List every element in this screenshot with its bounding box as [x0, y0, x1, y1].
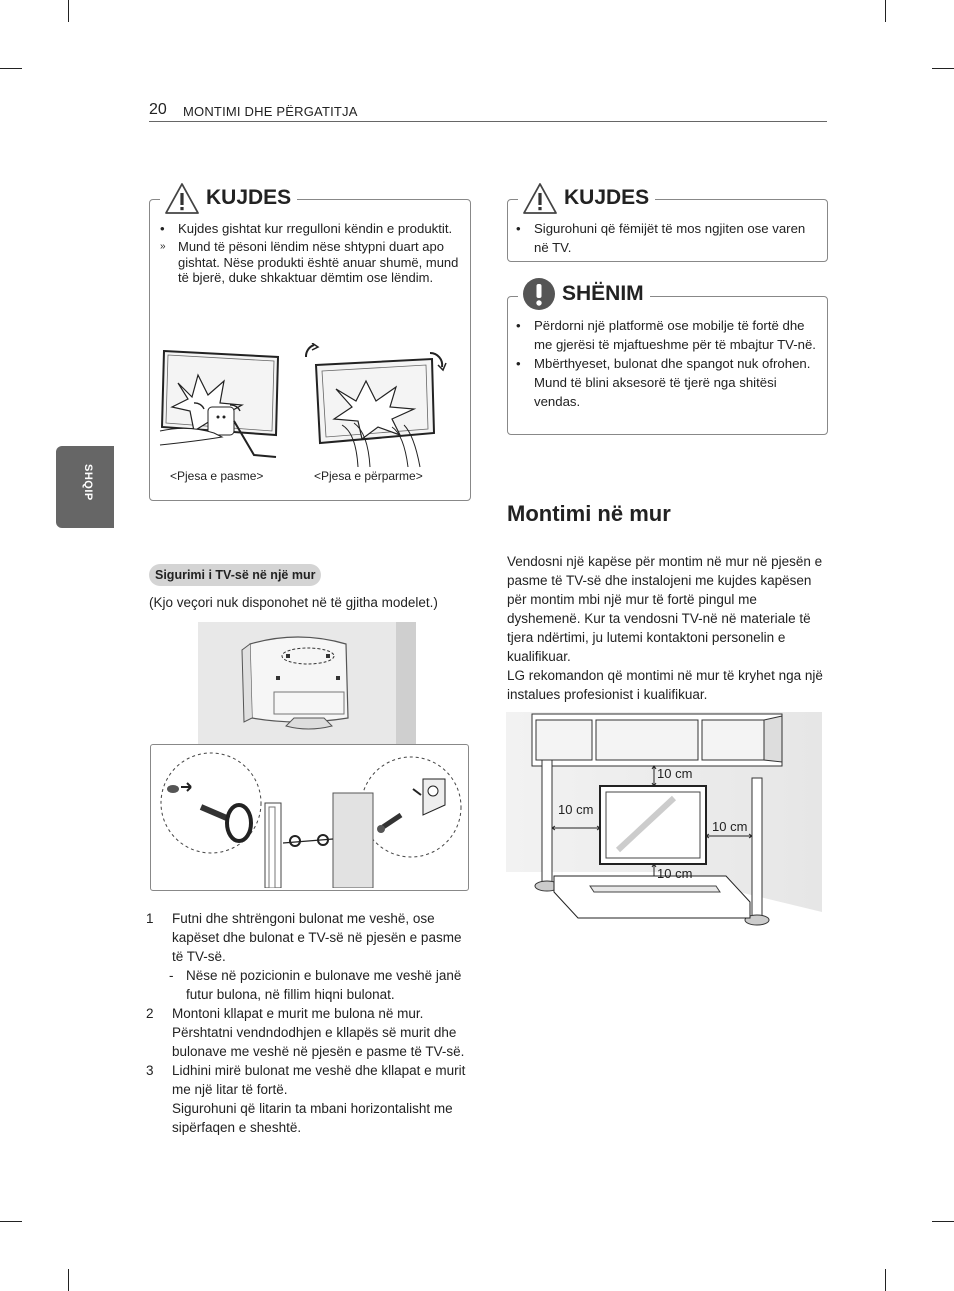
tv-front-tilt-illustration — [296, 343, 454, 468]
page-number: 20 — [149, 101, 167, 118]
bracket-detail-illustration — [151, 745, 466, 888]
exclamation-circle-icon — [522, 277, 556, 311]
note-list — [512, 316, 822, 411]
section-heading: Montimi në mur — [507, 501, 671, 526]
caution-title-text: KUJDES — [564, 186, 650, 209]
dimension-label-bottom: 10 cm — [657, 866, 693, 881]
dimension-label-top: 10 cm — [657, 766, 693, 781]
caution-title-right — [518, 176, 655, 220]
section-pill-securing: Sigurimi i TV-së në një mur — [149, 564, 321, 586]
caution-title-text: KUJDES — [206, 186, 292, 209]
list-item: • Kujdes gishtat kur rregulloni këndin e produktit. — [160, 221, 453, 236]
warning-triangle-icon — [164, 182, 200, 215]
caution-title-left — [160, 176, 297, 220]
note-title-text: SHËNIM — [562, 282, 644, 305]
crop-mark — [0, 1221, 22, 1222]
step-item: 3 Lidhini mirë bulonat me veshë dhe kllapat e murit me një litar të fortë. Sigurohuni që litarin ta mbani horizontalisht me sipërfaqen e sheshtë. — [146, 1063, 466, 1135]
caption-front: <Pjesa e përparme> — [314, 469, 423, 483]
caution-list-right — [512, 219, 822, 257]
list-item: • Sigurohuni që fëmijët të mos ngjiten ose varen në TV. — [516, 221, 806, 255]
warning-triangle-icon — [522, 182, 558, 215]
steps-list — [144, 909, 474, 1137]
caption-back: <Pjesa e pasme> — [170, 469, 264, 483]
caution-list-left — [156, 219, 471, 286]
crop-mark — [932, 68, 954, 69]
crop-mark — [0, 68, 22, 69]
dimension-label-left: 10 cm — [558, 802, 594, 817]
list-item: • Mbërthyeset, bulonat dhe spangot nuk ofrohen. Mund të blini aksesorë të tjerë nga shitësi vendas. — [516, 356, 811, 409]
tv-back-tilt-illustration — [158, 345, 283, 467]
wall-mount-clearance-illustration — [506, 712, 822, 928]
wall-mount-paragraph: Vendosni një kapëse për montim në mur në pjesën e pasme të TV-së dhe instalojeni me kujdes kapësen për montim mbi një mur të fortë pingul me dyshemenë. Kur ta vendosni TV-në në materiale të tjera ndërtimi, ju lutemi kontaktoni personelin e kualifikuar. LG rekomandon që montimi në mur të kryhet nga një instalues profesionist i kualifikuar. — [507, 554, 823, 702]
note-title — [518, 272, 650, 316]
crop-mark — [885, 1269, 886, 1291]
crop-mark — [885, 0, 886, 22]
page-header-title: MONTIMI DHE PËRGATITJA — [183, 104, 358, 119]
dimension-label-right: 10 cm — [712, 819, 748, 834]
header-rule — [149, 121, 827, 122]
step-item: 1 Futni dhe shtrëngoni bulonat me veshë, ose kapëset dhe bulonat e TV-së në pjesën e pasme të TV-së. — [146, 911, 462, 964]
tv-against-wall-illustration — [198, 622, 416, 744]
step-subitem: - Nëse në pozicionin e bulonave me veshë janë futur bulona, në fillim hiqni bulonat. — [169, 968, 462, 1002]
crop-mark — [68, 1269, 69, 1291]
language-label: SHQIP — [82, 464, 94, 501]
list-item: » Mund të pësoni lëndim nëse shtypni duart apo gishtat. Nëse produkti është anuar shumë, mund të bjerë, duke shkaktuar dëmtim ose lëndim. — [160, 239, 459, 285]
language-side-tab — [56, 446, 114, 528]
crop-mark — [68, 0, 69, 22]
list-item: • Përdorni një platformë ose mobilje të fortë dhe me gjerësi të mjaftueshme për të mbajtur TV-në. — [516, 318, 816, 352]
step-item: 2 Montoni kllapat e murit me bulona në mur. Përshtatni vendndodhjen e kllapës së murit dhe bulonave me veshë në pjesën e pasme të TV-së. — [146, 1006, 465, 1059]
crop-mark — [932, 1221, 954, 1222]
securing-subtitle: (Kjo veçori nuk disponohet në të gjitha modelet.) — [149, 595, 438, 610]
